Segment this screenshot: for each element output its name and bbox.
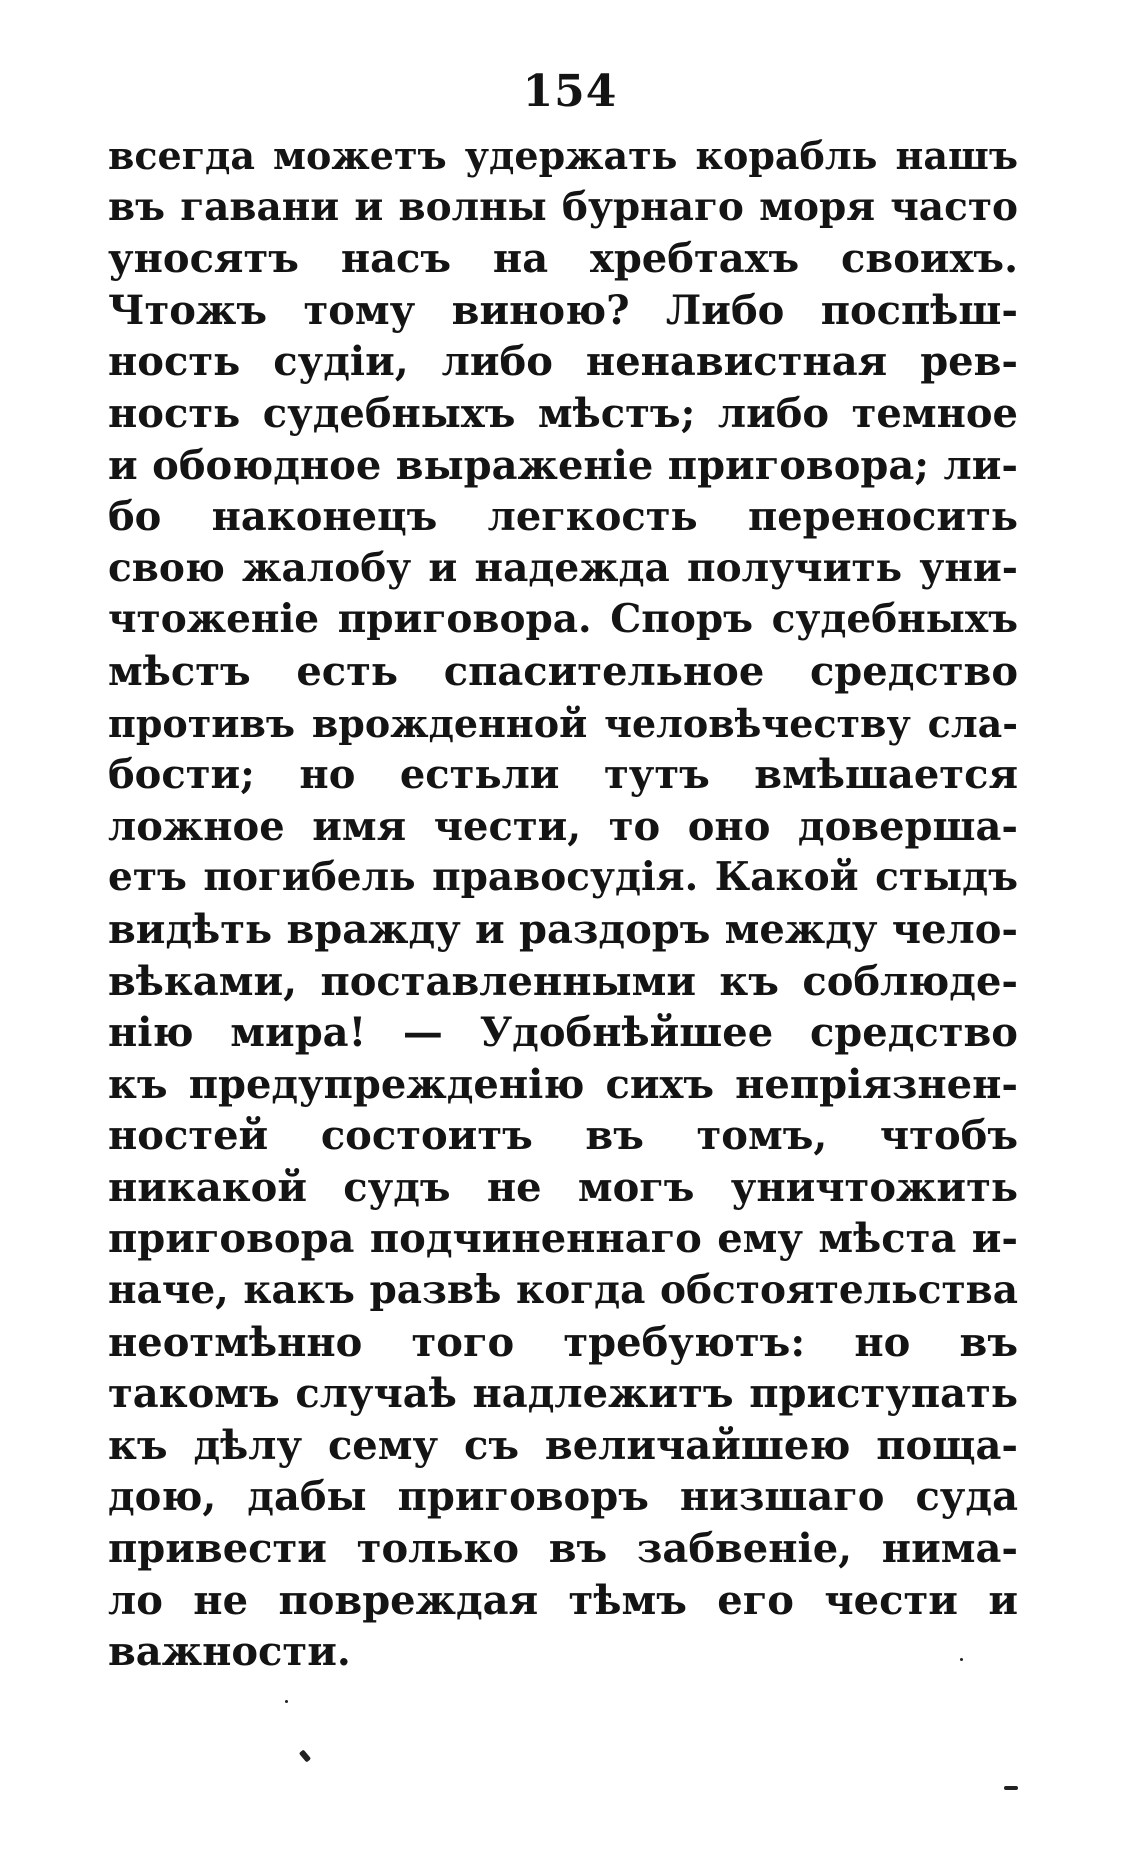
text-line: и обоюдное выраженіе приговора; ли- <box>108 441 1018 489</box>
text-line: наче, какъ развѣ когда обстоятельства <box>108 1267 1018 1314</box>
text-line: привести только въ забвеніе, нима- <box>108 1525 1018 1573</box>
page-number: 154 <box>522 66 618 117</box>
text-line: къ предупрежденію сихъ непріязнен- <box>108 1060 1018 1108</box>
text-line: дою, дабы приговоръ низшаго суда <box>108 1473 1018 1521</box>
body-text <box>108 130 1018 1678</box>
text-line: свою жалобу и надежда получить уни- <box>108 544 1018 591</box>
text-line: ложное имя чести, то оно доверша- <box>108 802 1018 850</box>
text-line: Чтожъ тому виною? Либо поспѣш- <box>108 286 1018 334</box>
text-line: видѣть вражду и раздоръ между чело- <box>108 905 1018 953</box>
text-line: никакой судъ не могъ уничтожить <box>108 1163 1018 1211</box>
text-line: бости; но естьли тутъ вмѣшается <box>108 751 1018 799</box>
text-line: ло не повреждая тѣмъ его чести и <box>108 1576 1018 1624</box>
text-line: етъ погибель правосудія. Какой стыдъ <box>108 854 1018 901</box>
text-line: ность судіи, либо ненавистная рев- <box>108 338 1018 386</box>
scan-speck <box>960 1658 963 1661</box>
text-line: всегда можетъ удержать корабль нашъ <box>108 133 1018 178</box>
text-line: уносятъ насъ на хребтахъ своихъ. <box>108 235 1018 283</box>
text-line: мѣстъ есть спасительное средство <box>108 647 1018 695</box>
text-line: важности. <box>108 1628 351 1676</box>
text-line: бо наконецъ легкость переносить <box>108 493 1018 541</box>
text-line: чтоженіе приговора. Споръ судебныхъ <box>108 596 1018 643</box>
text-line: ность судебныхъ мѣстъ; либо темное <box>108 389 1018 437</box>
text-line: вѣками, поставленными къ соблюде- <box>108 957 1018 1005</box>
scan-speck <box>1004 1786 1018 1790</box>
text-line: ностей состоитъ въ томъ, чтобъ <box>108 1112 1018 1160</box>
text-line: приговора подчиненнаго ему мѣста и- <box>108 1215 1018 1263</box>
text-line: неотмѣнно того требуютъ: но въ <box>108 1318 1018 1366</box>
scan-speck <box>285 1700 288 1703</box>
scan-speck <box>299 1749 311 1762</box>
text-line: въ гавани и волны бурнаго моря часто <box>108 183 1018 230</box>
text-line: нію мира! — Удобнѣйшее средство <box>108 1009 1018 1057</box>
text-line: противъ врожденной человѣчеству сла- <box>108 700 1018 746</box>
text-line: къ дѣлу сему съ величайшею поща- <box>108 1421 1018 1469</box>
text-line: такомъ случаѣ надлежитъ приступать <box>108 1370 1018 1418</box>
